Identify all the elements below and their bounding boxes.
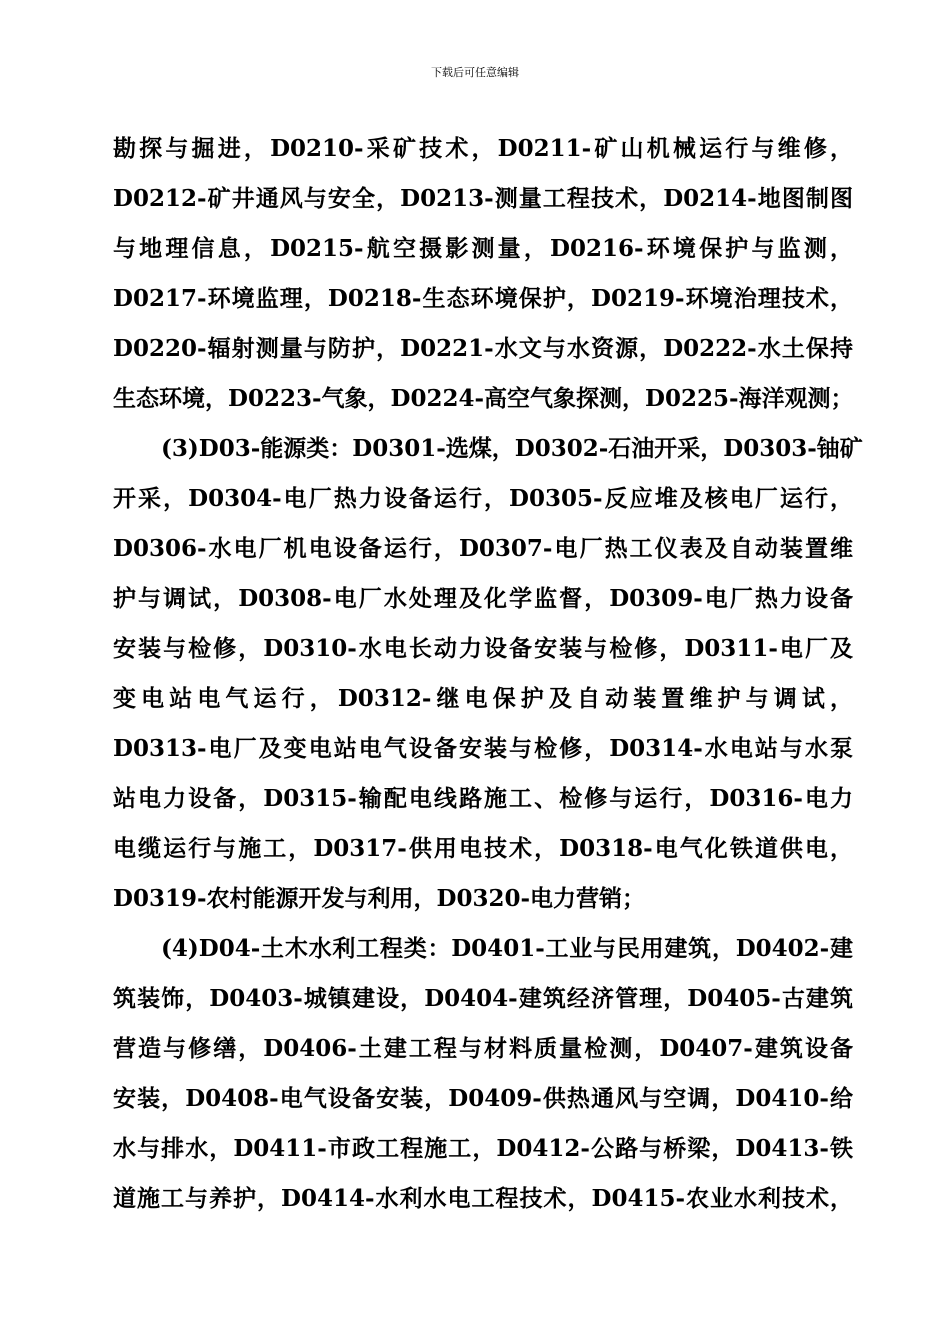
text-line: D0319-农村能源开发与利用，D0320-电力营销；	[113, 885, 646, 912]
text-line: D0212-矿井通风与安全，D0213-测量工程技术，D0214-地图制图	[113, 185, 853, 212]
text-line: 筑装饰，D0403-城镇建设，D0404-建筑经济管理，D0405-古建筑	[113, 985, 853, 1012]
text-line: 营造与修缮，D0406-土建工程与材料质量检测，D0407-建筑设备	[113, 1035, 853, 1062]
text-line: 水与排水，D0411-市政工程施工，D0412-公路与桥梁，D0413-铁	[113, 1135, 853, 1162]
text-line: 站电力设备，D0315-输配电线路施工、检修与运行，D0316-电力	[113, 785, 853, 812]
paragraph-start: (3)D03-能源类：D0301-选煤，D0302-石油开采，D0303-铀矿	[161, 435, 863, 462]
text-line: D0217-环境监理，D0218-生态环境保护，D0219-环境治理技术，	[113, 285, 853, 312]
text-line: 开采，D0304-电厂热力设备运行，D0305-反应堆及核电厂运行，	[113, 485, 853, 512]
text-line: 安装，D0408-电气设备安装，D0409-供热通风与空调，D0410-给	[113, 1085, 853, 1112]
text-line: 道施工与养护，D0414-水利水电工程技术，D0415-农业水利技术，	[113, 1185, 853, 1212]
text-line: 与地理信息，D0215-航空摄影测量，D0216-环境保护与监测，	[113, 235, 853, 262]
text-line: D0220-辐射测量与防护，D0221-水文与水资源，D0222-水土保持	[113, 335, 853, 362]
page-header: 下载后可任意编辑	[431, 66, 519, 79]
text-line: 电缆运行与施工，D0317-供用电技术，D0318-电气化铁道供电，	[113, 835, 853, 862]
text-line: 勘探与掘进，D0210-采矿技术，D0211-矿山机械运行与维修，	[113, 135, 853, 162]
text-line: 护与调试，D0308-电厂水处理及化学监督，D0309-电厂热力设备	[113, 585, 853, 612]
text-line: 生态环境，D0223-气象，D0224-高空气象探测，D0225-海洋观测；	[113, 385, 854, 412]
paragraph-start: (4)D04-土木水利工程类：D0401-工业与民用建筑，D0402-建	[161, 935, 853, 962]
text-line: D0313-电厂及变电站电气设备安装与检修，D0314-水电站与水泵	[113, 735, 853, 762]
text-line: 变电站电气运行，D0312-继电保护及自动装置维护与调试，	[113, 685, 853, 712]
document-body	[113, 124, 863, 1224]
text-line: D0306-水电厂机电设备运行，D0307-电厂热工仪表及自动装置维	[113, 535, 853, 562]
text-line: 安装与检修，D0310-水电长动力设备安装与检修，D0311-电厂及	[113, 635, 853, 662]
